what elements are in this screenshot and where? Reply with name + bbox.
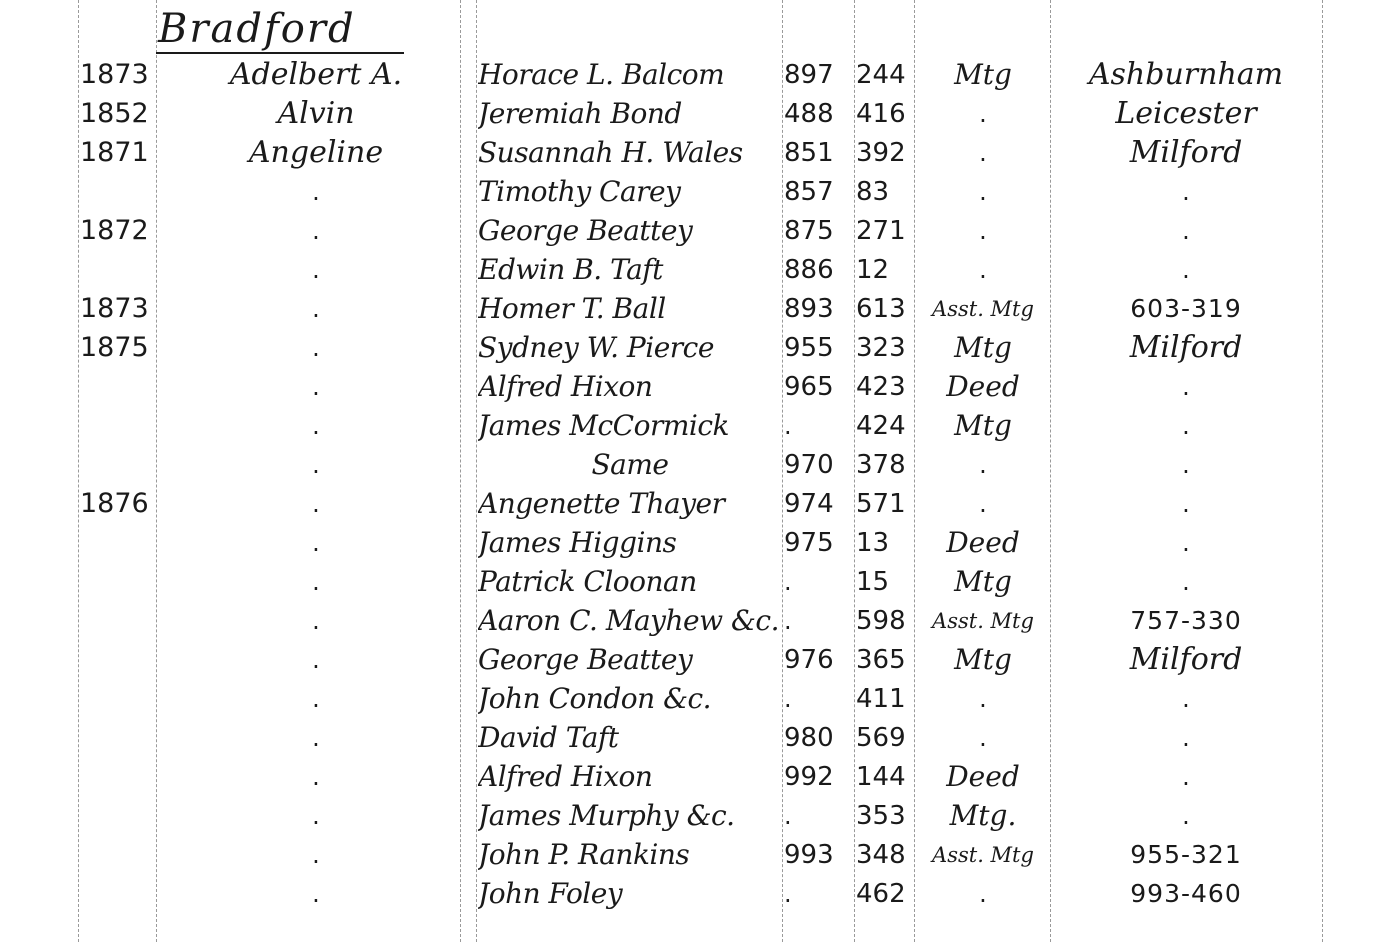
cell-town: Milford xyxy=(1129,642,1243,677)
cell-given: Alvin xyxy=(277,96,355,131)
cell-town: . xyxy=(1182,529,1190,557)
table-row xyxy=(0,874,1400,914)
cell-inst: Mtg xyxy=(954,331,1012,364)
cell-grantee: Alfred Hixon xyxy=(478,370,653,403)
cell-town: Leicester xyxy=(1115,96,1257,131)
table-row xyxy=(0,211,1400,251)
cell-inst: . xyxy=(979,139,987,167)
cell-book: 992 xyxy=(784,762,834,792)
cell-grantee: Edwin B. Taft xyxy=(478,253,663,286)
table-row xyxy=(0,250,1400,290)
cell-town: 757-330 xyxy=(1130,606,1242,635)
cell-given: . xyxy=(312,646,320,674)
cell-page: 424 xyxy=(856,411,906,441)
cell-book: . xyxy=(784,802,792,830)
cell-town: Ashburnham xyxy=(1088,57,1284,92)
cell-grantee: James Murphy &c. xyxy=(478,799,735,832)
cell-given: . xyxy=(312,217,320,245)
table-row xyxy=(0,406,1400,446)
cell-page: 571 xyxy=(856,489,906,519)
cell-town: . xyxy=(1182,490,1190,518)
cell-inst: . xyxy=(979,217,987,245)
table-row xyxy=(0,328,1400,368)
cell-town: . xyxy=(1182,256,1190,284)
cell-given: Adelbert A. xyxy=(229,57,403,92)
cell-town: . xyxy=(1182,724,1190,752)
cell-book: 965 xyxy=(784,372,834,402)
table-row xyxy=(0,679,1400,719)
cell-page: 569 xyxy=(856,723,906,753)
cell-grantee: David Taft xyxy=(478,721,619,754)
cell-book: 980 xyxy=(784,723,834,753)
cell-page: 15 xyxy=(856,567,890,597)
cell-town: . xyxy=(1182,568,1190,596)
table-row xyxy=(0,367,1400,407)
table-row xyxy=(0,172,1400,212)
cell-given: . xyxy=(312,295,320,323)
heading-underline xyxy=(156,52,404,54)
cell-page: 411 xyxy=(856,684,906,714)
cell-page: 365 xyxy=(856,645,906,675)
cell-town: 603-319 xyxy=(1130,294,1242,323)
cell-given: . xyxy=(312,841,320,869)
cell-given: . xyxy=(312,685,320,713)
cell-inst: . xyxy=(979,880,987,908)
table-row xyxy=(0,718,1400,758)
cell-grantee: Homer T. Ball xyxy=(478,292,666,325)
cell-grantee: Timothy Carey xyxy=(478,175,681,208)
cell-book: 955 xyxy=(784,333,834,363)
cell-book: 886 xyxy=(784,255,834,285)
cell-page: 348 xyxy=(856,840,906,870)
cell-given: . xyxy=(312,529,320,557)
cell-page: 416 xyxy=(856,99,906,129)
cell-grantee: John P. Rankins xyxy=(478,838,690,871)
table-row xyxy=(0,289,1400,329)
table-row xyxy=(0,640,1400,680)
cell-inst: . xyxy=(979,451,987,479)
cell-grantee: Sydney W. Pierce xyxy=(478,331,714,364)
table-row xyxy=(0,796,1400,836)
cell-inst: Deed xyxy=(946,526,1020,559)
cell-page: 462 xyxy=(856,879,906,909)
cell-given: . xyxy=(312,490,320,518)
cell-grantee: Horace L. Balcom xyxy=(478,58,725,91)
cell-inst: . xyxy=(979,256,987,284)
cell-inst: . xyxy=(979,178,987,206)
table-row xyxy=(0,562,1400,602)
cell-page: 244 xyxy=(856,60,906,90)
cell-town: Milford xyxy=(1129,330,1243,365)
cell-inst: Mtg xyxy=(954,643,1012,676)
cell-grantee: Aaron C. Mayhew &c. xyxy=(478,604,779,637)
cell-year: 1873 xyxy=(80,59,149,90)
cell-given: . xyxy=(312,451,320,479)
cell-book: 893 xyxy=(784,294,834,324)
cell-inst: Mtg xyxy=(954,565,1012,598)
table-row xyxy=(0,601,1400,641)
cell-given: . xyxy=(312,607,320,635)
cell-town: . xyxy=(1182,802,1190,830)
table-row xyxy=(0,55,1400,95)
cell-grantee: Susannah H. Wales xyxy=(478,136,743,169)
cell-given: . xyxy=(312,256,320,284)
cell-book: 974 xyxy=(784,489,834,519)
cell-given: . xyxy=(312,568,320,596)
cut-off-row xyxy=(0,924,1400,942)
cell-grantee: George Beattey xyxy=(478,214,693,247)
cell-grantee: Same xyxy=(591,448,669,481)
cell-given: . xyxy=(312,178,320,206)
cell-grantee: John Condon &c. xyxy=(478,682,712,715)
cell-page: 392 xyxy=(856,138,906,168)
cell-town: . xyxy=(1182,451,1190,479)
cell-town: Milford xyxy=(1129,135,1243,170)
table-row xyxy=(0,445,1400,485)
cell-grantee: Patrick Cloonan xyxy=(478,565,697,598)
cell-book: 993 xyxy=(784,840,834,870)
cell-given: Angeline xyxy=(248,135,384,170)
cell-given: . xyxy=(312,724,320,752)
cell-year: 1871 xyxy=(80,137,149,168)
cell-book: . xyxy=(784,412,792,440)
cell-town: . xyxy=(1182,412,1190,440)
cell-inst: . xyxy=(979,490,987,518)
cell-page: 144 xyxy=(856,762,906,792)
cell-book: . xyxy=(784,607,792,635)
cell-book: . xyxy=(784,685,792,713)
table-row xyxy=(0,523,1400,563)
cell-town: . xyxy=(1182,178,1190,206)
table-row xyxy=(0,484,1400,524)
surname-heading: Bradford xyxy=(158,6,356,52)
cell-book: 897 xyxy=(784,60,834,90)
cell-book: 970 xyxy=(784,450,834,480)
cell-page: 423 xyxy=(856,372,906,402)
cell-given: . xyxy=(312,373,320,401)
cell-page: 12 xyxy=(856,255,890,285)
cell-page: 83 xyxy=(856,177,890,207)
cell-year: 1873 xyxy=(80,293,149,324)
cell-given: . xyxy=(312,802,320,830)
cell-inst: . xyxy=(979,100,987,128)
table-row xyxy=(0,835,1400,875)
cell-book: 875 xyxy=(784,216,834,246)
cell-inst: Asst. Mtg xyxy=(932,609,1034,633)
cell-grantee: Alfred Hixon xyxy=(478,760,653,793)
cell-year: 1872 xyxy=(80,215,149,246)
cell-town: 955-321 xyxy=(1130,840,1242,869)
cell-town: . xyxy=(1182,685,1190,713)
cell-town: . xyxy=(1182,373,1190,401)
cell-inst: Deed xyxy=(946,370,1020,403)
cell-town: . xyxy=(1182,763,1190,791)
table-row xyxy=(0,757,1400,797)
cell-year: 1875 xyxy=(80,332,149,363)
cell-page: 613 xyxy=(856,294,906,324)
cell-inst: Asst. Mtg xyxy=(932,843,1034,867)
cell-inst: . xyxy=(979,724,987,752)
cell-grantee: John Foley xyxy=(478,877,623,910)
table-row xyxy=(0,94,1400,134)
cell-page: 13 xyxy=(856,528,890,558)
cell-given: . xyxy=(312,763,320,791)
cell-book: 851 xyxy=(784,138,834,168)
cell-given: . xyxy=(312,334,320,362)
cell-page: 271 xyxy=(856,216,906,246)
cell-page: 353 xyxy=(856,801,906,831)
cell-inst: Deed xyxy=(946,760,1020,793)
cell-inst: Mtg. xyxy=(949,799,1017,832)
cell-given: . xyxy=(312,880,320,908)
cell-given: . xyxy=(312,412,320,440)
cell-grantee: Jeremiah Bond xyxy=(478,97,682,130)
cell-book: . xyxy=(784,880,792,908)
cell-page: 598 xyxy=(856,606,906,636)
cell-book: 976 xyxy=(784,645,834,675)
cell-inst: Asst. Mtg xyxy=(932,297,1034,321)
cell-year: 1852 xyxy=(80,98,149,129)
cell-town: . xyxy=(1182,217,1190,245)
cell-book: . xyxy=(784,568,792,596)
table-row xyxy=(0,133,1400,173)
cell-grantee: Angenette Thayer xyxy=(478,487,725,520)
cell-page: 378 xyxy=(856,450,906,480)
cell-grantee: James Higgins xyxy=(478,526,677,559)
cell-inst: Mtg xyxy=(954,58,1012,91)
cell-book: 857 xyxy=(784,177,834,207)
cell-book: 975 xyxy=(784,528,834,558)
cell-inst: . xyxy=(979,685,987,713)
cell-town: 993-460 xyxy=(1130,879,1242,908)
cell-book: 488 xyxy=(784,99,834,129)
cell-grantee: George Beattey xyxy=(478,643,693,676)
cell-grantee: James McCormick xyxy=(478,409,729,442)
cell-inst: Mtg xyxy=(954,409,1012,442)
cell-page: 323 xyxy=(856,333,906,363)
cell-year: 1876 xyxy=(80,488,149,519)
